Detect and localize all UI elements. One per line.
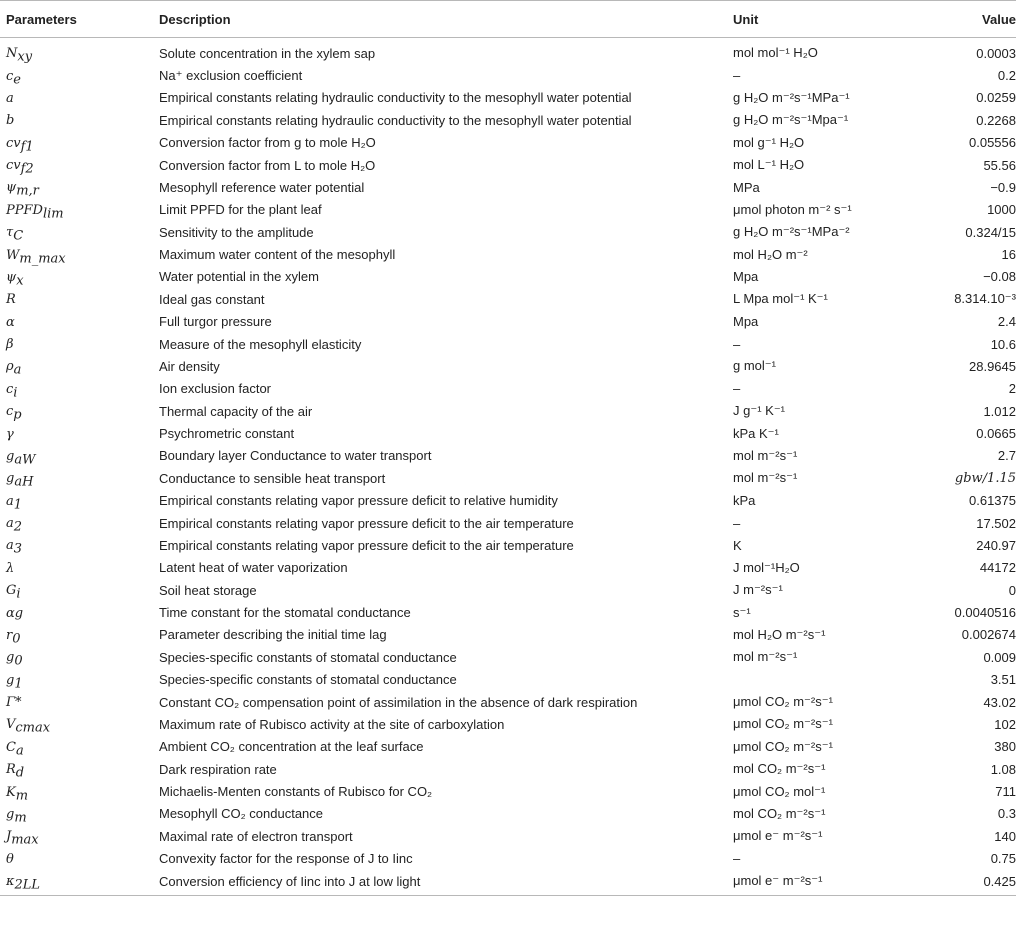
description-cell: Thermal capacity of the air: [159, 403, 313, 419]
description-cell: Sensitivity to the amplitude: [159, 224, 314, 240]
table-row: [0, 691, 1016, 713]
unit-cell: μmol e⁻ m⁻²s⁻¹: [733, 870, 938, 896]
parameter-cell: [0, 132, 159, 154]
description-cell: Convexity factor for the response of J to Iinc: [159, 851, 413, 867]
parameter-symbol: a: [6, 493, 14, 509]
parameter-cell: [0, 176, 159, 198]
table-row: [0, 646, 1016, 668]
value-cell: 0.0040516: [954, 605, 1016, 621]
description-cell: Boundary layer Conductance to water transport: [159, 448, 432, 464]
value-cell: 1.012: [983, 403, 1016, 419]
parameter-symbol: c: [6, 381, 14, 397]
table-row: [0, 534, 1016, 556]
unit-cell: J mol⁻¹H₂O: [733, 559, 800, 575]
unit-cell: J g⁻¹ K⁻¹: [733, 403, 786, 419]
unit-cell: mol L⁻¹ H₂O: [733, 157, 805, 173]
parameter-subscript: m_max: [19, 251, 66, 267]
value-cell: 0.009: [983, 649, 1016, 665]
parameter-subscript: d: [15, 765, 25, 781]
description-cell: Ambient CO₂ concentration at the leaf surface: [159, 739, 424, 755]
unit-cell: K: [733, 537, 742, 553]
parameter-subscript: f1: [20, 139, 34, 155]
parameter-cell: [0, 803, 159, 825]
parameter-symbol: g: [6, 672, 15, 688]
description-cell: Dark respiration rate: [159, 761, 277, 777]
parameter-cell: [0, 400, 159, 422]
parameter-cell: [0, 646, 159, 668]
parameter-subscript: x: [16, 273, 24, 289]
description-cell: Mesophyll CO₂ conductance: [159, 806, 324, 822]
parameter-symbol: W: [6, 247, 20, 263]
parameter-symbol: β: [6, 337, 14, 353]
table-header-row: [0, 1, 1016, 38]
unit-cell: μmol e⁻ m⁻²s⁻¹: [733, 828, 823, 844]
description-cell: Water potential in the xylem: [159, 269, 319, 285]
parameter-symbol: K: [6, 784, 16, 800]
parameter-cell: [0, 736, 159, 758]
parameter-symbol: αg: [6, 605, 24, 621]
value-cell: 44172: [979, 560, 1016, 576]
table-row: [0, 870, 1016, 896]
table-row: [0, 109, 1016, 131]
description-cell: Na⁺ exclusion coefficient: [159, 67, 303, 83]
parameter-cell: [0, 624, 159, 646]
parameter-cell: [0, 557, 159, 579]
parameter-symbol: N: [6, 46, 18, 62]
table-row: [0, 87, 1016, 109]
description-cell: Measure of the mesophyll elasticity: [159, 336, 362, 352]
parameter-symbol: τ: [6, 225, 14, 241]
parameter-symbol: a: [6, 90, 14, 106]
parameter-subscript: p: [13, 407, 22, 423]
parameter-subscript: max: [11, 832, 39, 848]
unit-cell: g mol⁻¹: [733, 358, 776, 374]
value-cell: 0.0665: [976, 426, 1016, 442]
table-row: [0, 669, 1016, 691]
parameter-subscript: 0: [12, 631, 21, 647]
parameter-subscript: f2: [20, 161, 34, 177]
parameter-cell: [0, 243, 159, 265]
parameter-cell: [0, 154, 159, 176]
parameter-cell: [0, 780, 159, 802]
value-cell: 140: [994, 828, 1016, 844]
parameter-subscript: e: [13, 72, 21, 88]
unit-cell: mol CO₂ m⁻²s⁻¹: [733, 761, 826, 777]
table-row: [0, 176, 1016, 198]
table-row: [0, 422, 1016, 444]
table-row: [0, 64, 1016, 86]
table-row: [0, 803, 1016, 825]
description-cell: Maximum rate of Rubisco activity at the site of carboxylation: [159, 716, 505, 732]
unit-cell: –: [733, 851, 741, 867]
table-row: [0, 579, 1016, 601]
value-cell: 380: [994, 739, 1016, 755]
description-cell: Empirical constants relating vapor pressure deficit to the air temperature: [159, 515, 574, 531]
table-row: [0, 333, 1016, 355]
unit-cell: MPa: [733, 179, 760, 195]
value-cell: −0.08: [983, 269, 1016, 285]
parameter-subscript: i: [16, 586, 21, 602]
description-cell: Empirical constants relating vapor pressure deficit to relative humidity: [159, 493, 558, 509]
unit-cell: g H₂O m⁻²s⁻¹MPa⁻¹: [733, 89, 850, 105]
value-cell: 0.05556: [969, 135, 1016, 151]
parameter-subscript: a: [13, 363, 22, 379]
table-row: [0, 736, 1016, 758]
table-row: [0, 713, 1016, 735]
parameter-symbol: b: [6, 113, 15, 129]
parameter-subscript: 2: [13, 519, 23, 535]
value-cell: 2: [1008, 381, 1016, 397]
table-row: [0, 467, 1016, 489]
description-cell: Conversion factor from L to mole H₂O: [159, 157, 376, 173]
parameter-symbol: c: [6, 68, 14, 84]
parameter-symbol: J: [6, 829, 12, 845]
value-cell: 0.2: [997, 68, 1016, 84]
parameter-symbol: a: [6, 516, 14, 532]
parameter-symbol: a: [6, 538, 14, 554]
value-cell: 3.51: [990, 672, 1016, 688]
parameter-cell: [0, 601, 159, 623]
unit-cell: [733, 669, 938, 691]
parameter-symbol: θ: [6, 851, 14, 867]
table-row: [0, 154, 1016, 176]
header-unit: Unit: [733, 1, 938, 38]
parameter-symbol: G: [6, 583, 17, 599]
parameter-cell: [0, 691, 159, 713]
table-row: [0, 601, 1016, 623]
unit-cell: g H₂O m⁻²s⁻¹MPa⁻²: [733, 224, 850, 240]
parameter-subscript: m: [14, 810, 27, 826]
parameter-cell: [0, 579, 159, 601]
description-cell: Empirical constants relating vapor pressure deficit to the air temperature: [159, 537, 574, 553]
value-cell: 43.02: [983, 694, 1016, 710]
parameter-symbol: PPFD: [6, 202, 43, 218]
value-cell: 0.0259: [976, 90, 1016, 106]
unit-cell: Mpa: [733, 269, 759, 285]
value-cell: 16: [1001, 247, 1016, 263]
parameter-cell: [0, 758, 159, 780]
unit-cell: mol mol⁻¹ H₂O: [733, 45, 818, 61]
value-cell: 0.324/15: [965, 224, 1016, 240]
value-cell: 0.002674: [961, 627, 1016, 643]
parameter-symbol: ρ: [6, 359, 14, 375]
table-row: [0, 199, 1016, 221]
description-cell: Solute concentration in the xylem sap: [159, 45, 376, 61]
parameter-cell: [0, 534, 159, 556]
table-row: [0, 557, 1016, 579]
table-row: [0, 490, 1016, 512]
description-cell: Conversion factor from g to mole H₂O: [159, 135, 376, 151]
parameter-cell: [0, 333, 159, 355]
value-cell: 0.425: [938, 870, 1016, 896]
value-cell: 10.6: [990, 336, 1016, 352]
parameter-subscript: i: [13, 385, 18, 401]
parameter-cell: [0, 38, 159, 65]
description-cell: Latent heat of water vaporization: [159, 560, 348, 576]
description-cell: Ion exclusion factor: [159, 381, 272, 397]
parameter-cell: [0, 669, 159, 691]
description-cell: Empirical constants relating hydraulic conductivity to the mesophyll water potential: [159, 90, 632, 106]
parameter-symbol: R: [6, 292, 16, 308]
value-cell: 0: [1008, 582, 1016, 598]
value-cell: 0.61375: [969, 493, 1016, 509]
description-cell: Soil heat storage: [159, 582, 257, 598]
unit-cell: L Mpa mol⁻¹ K⁻¹: [733, 291, 828, 307]
parameter-subscript: m: [15, 788, 29, 804]
unit-cell: μmol CO₂ m⁻²s⁻¹: [733, 694, 833, 710]
parameter-cell: [0, 266, 159, 288]
description-cell: Ideal gas constant: [159, 291, 265, 307]
parameter-cell: [0, 288, 159, 310]
value-cell: 1.08: [990, 761, 1016, 777]
parameter-cell: [0, 713, 159, 735]
description-cell: Mesophyll reference water potential: [159, 179, 365, 195]
value-cell: 0.75: [990, 851, 1016, 867]
unit-cell: –: [733, 68, 741, 84]
parameter-cell: [0, 467, 159, 489]
header-parameters: Parameters: [0, 1, 159, 38]
parameter-symbol: λ: [6, 560, 15, 576]
parameter-cell: [0, 311, 159, 333]
value-cell: 0.3: [997, 806, 1016, 822]
parameter-symbol: ψ: [6, 180, 17, 196]
description-cell: Constant CO₂ compensation point of assimilation in the absence of dark respiration: [159, 694, 638, 710]
unit-cell: –: [733, 381, 741, 397]
parameter-subscript: a: [15, 743, 24, 759]
table-row: [0, 825, 1016, 847]
table-row: [0, 243, 1016, 265]
parameter-subscript: cmax: [15, 721, 51, 737]
parameter-cell: [0, 490, 159, 512]
table-body: [0, 38, 1016, 896]
description-cell: Parameter describing the initial time lag: [159, 627, 387, 643]
unit-cell: mol H₂O m⁻²: [733, 246, 808, 262]
table-row: [0, 512, 1016, 534]
parameter-subscript: C: [13, 228, 24, 244]
parameter-symbol: r: [6, 627, 13, 643]
unit-cell: mol m⁻²s⁻¹: [733, 470, 798, 486]
parameter-cell: [0, 109, 159, 131]
parameter-symbol: g: [6, 448, 15, 464]
parameter-cell: [0, 422, 159, 444]
unit-cell: g H₂O m⁻²s⁻¹Mpa⁻¹: [733, 112, 849, 128]
description-cell: Species-specific constants of stomatal conductance: [159, 649, 457, 665]
table-row: [0, 624, 1016, 646]
unit-cell: kPa K⁻¹: [733, 425, 779, 441]
description-cell: Conversion efficiency of Iinc into J at low light: [159, 870, 733, 896]
parameter-symbol: κ: [6, 874, 15, 890]
description-cell: Maximum water content of the mesophyll: [159, 247, 396, 263]
description-cell: Time constant for the stomatal conductance: [159, 605, 411, 621]
table-row: [0, 355, 1016, 377]
description-cell: Psychrometric constant: [159, 426, 295, 442]
parameter-symbol: γ: [6, 426, 14, 442]
unit-cell: kPa: [733, 493, 756, 509]
description-cell: Full turgor pressure: [159, 314, 272, 330]
value-cell: 8.314.10⁻³: [954, 291, 1016, 307]
parameter-subscript: 2LL: [14, 877, 41, 893]
value-cell: 0.0003: [976, 45, 1016, 61]
value-cell: gbw/1.15: [954, 470, 1016, 486]
table-row: [0, 311, 1016, 333]
unit-cell: –: [733, 515, 741, 531]
description-cell: Conductance to sensible heat transport: [159, 470, 386, 486]
parameter-symbol: α: [6, 314, 15, 330]
table-row: [0, 266, 1016, 288]
parameter-cell: [0, 512, 159, 534]
parameter-cell: [0, 87, 159, 109]
value-cell: 28.9645: [969, 358, 1016, 374]
description-cell: Maximal rate of electron transport: [159, 828, 353, 844]
table-row: [0, 132, 1016, 154]
parameter-subscript: aW: [14, 452, 36, 468]
table-row: [0, 288, 1016, 310]
parameter-subscript: aH: [14, 474, 34, 490]
unit-cell: J m⁻²s⁻¹: [733, 582, 783, 598]
unit-cell: μmol CO₂ m⁻²s⁻¹: [733, 716, 833, 732]
description-cell: Air density: [159, 358, 220, 374]
parameter-cell: [0, 445, 159, 467]
unit-cell: mol m⁻²s⁻¹: [733, 447, 798, 463]
unit-cell: –: [733, 336, 741, 352]
parameter-symbol: c: [6, 404, 14, 420]
table-row: [0, 400, 1016, 422]
parameter-cell: [0, 870, 159, 896]
value-cell: 0.2268: [976, 112, 1016, 128]
value-cell: 17.502: [976, 515, 1016, 531]
parameter-subscript: 1: [13, 497, 23, 513]
parameter-symbol: V: [6, 717, 16, 733]
parameter-subscript: lim: [42, 206, 64, 222]
parameter-cell: [0, 848, 159, 870]
table-row: [0, 445, 1016, 467]
table-row: [0, 221, 1016, 243]
value-cell: −0.9: [990, 179, 1016, 195]
unit-cell: mol m⁻²s⁻¹: [733, 649, 798, 665]
unit-cell: mol g⁻¹ H₂O: [733, 134, 805, 150]
parameter-subscript: 1: [14, 676, 23, 692]
parameter-symbol: Γ*: [6, 695, 22, 711]
table-row: [0, 378, 1016, 400]
parameter-subscript: 3: [13, 542, 23, 558]
parameter-symbol: g: [6, 650, 15, 666]
description-cell: Michaelis-Menten constants of Rubisco for CO₂: [159, 784, 433, 800]
value-cell: 240.97: [976, 537, 1016, 553]
parameter-symbol: g: [6, 806, 15, 822]
parameter-cell: [0, 355, 159, 377]
table-row: [0, 780, 1016, 802]
header-description: Description: [159, 1, 733, 38]
value-cell: 55.56: [983, 157, 1016, 173]
parameter-symbol: ψ: [6, 269, 17, 285]
description-cell: Empirical constants relating hydraulic conductivity to the mesophyll water potential: [159, 112, 632, 128]
value-cell: 2.7: [997, 448, 1016, 464]
unit-cell: Mpa: [733, 314, 759, 330]
unit-cell: s⁻¹: [733, 604, 751, 620]
parameter-symbol: C: [6, 739, 16, 755]
unit-cell: μmol CO₂ m⁻²s⁻¹: [733, 738, 833, 754]
description-cell: Limit PPFD for the plant leaf: [159, 202, 322, 218]
value-cell: 1000: [987, 202, 1016, 218]
value-cell: 2.4: [997, 314, 1016, 330]
table-row: [0, 848, 1016, 870]
header-value: Value: [938, 1, 1016, 38]
unit-cell: μmol photon m⁻² s⁻¹: [733, 201, 852, 217]
table-row: [0, 758, 1016, 780]
parameter-symbol: g: [6, 471, 15, 487]
value-cell: 711: [995, 784, 1016, 800]
table-row: [0, 38, 1016, 65]
parameter-cell: [0, 825, 159, 847]
unit-cell: mol H₂O m⁻²s⁻¹: [733, 626, 826, 642]
parameter-cell: [0, 378, 159, 400]
parameter-subscript: xy: [17, 49, 33, 65]
parameter-symbol: cv: [6, 158, 21, 174]
value-cell: 102: [994, 716, 1016, 732]
parameter-subscript: 0: [14, 653, 23, 669]
description-cell: Species-specific constants of stomatal conductance: [159, 672, 457, 688]
parameter-cell: [0, 64, 159, 86]
parameter-symbol: cv: [6, 135, 21, 151]
parameter-subscript: m,r: [16, 184, 39, 200]
parameter-cell: [0, 199, 159, 221]
parameter-cell: [0, 221, 159, 243]
parameter-symbol: R: [6, 762, 16, 778]
unit-cell: μmol CO₂ mol⁻¹: [733, 783, 826, 799]
unit-cell: mol CO₂ m⁻²s⁻¹: [733, 805, 826, 821]
